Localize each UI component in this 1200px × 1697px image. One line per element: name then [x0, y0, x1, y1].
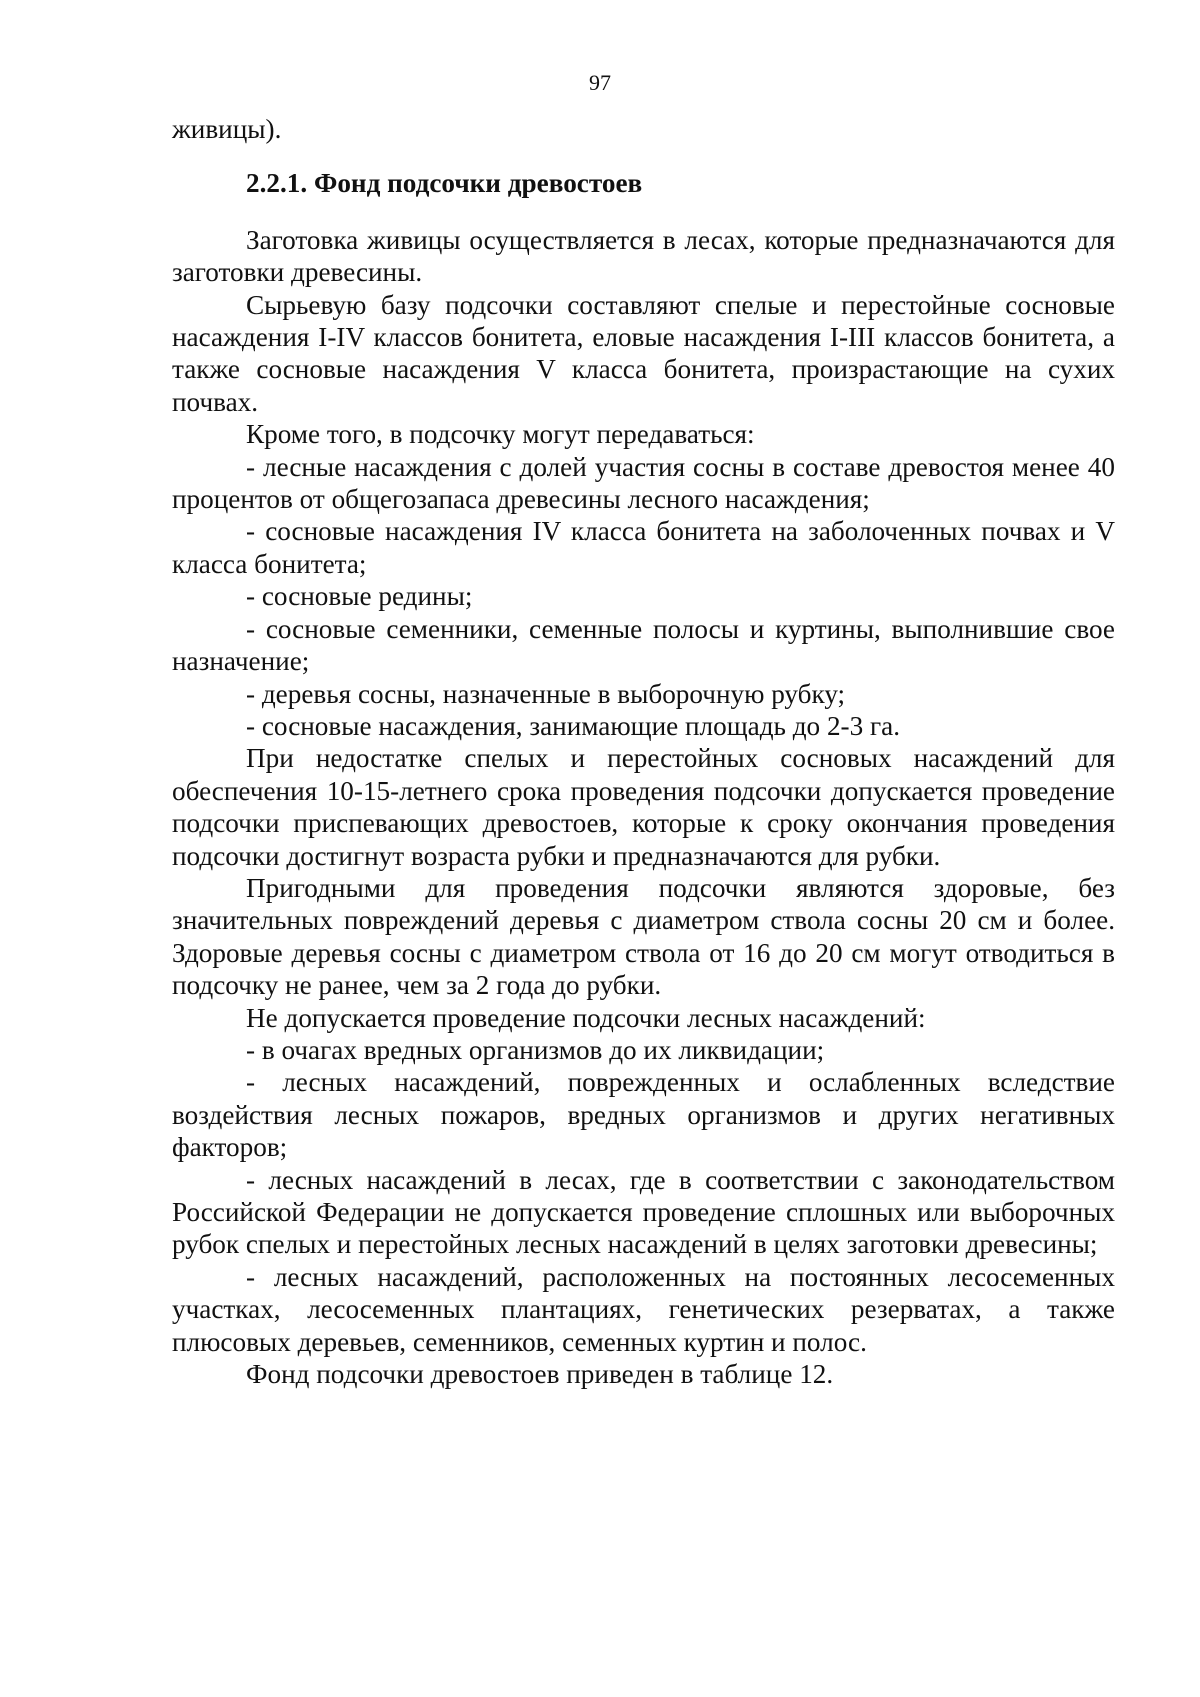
- page-number: 97: [589, 70, 611, 95]
- paragraph-5: Пригодными для проведения подсочки являются здоровые, без значительных повреждений деревья с диаметром ствола сосны 20 см и более. Здоровые деревья сосны с диаметром ствола от 16 до 20 см могут отводиться в подсочку не ранее, чем за 2 года до рубки.: [172, 872, 1115, 1001]
- page-content: [172, 113, 1115, 1390]
- paragraph-1: Заготовка живицы осуществляется в лесах, которые предназначаются для заготовки древесины.: [172, 224, 1115, 288]
- section-heading: 2.2.1. Фонд подсочки древостоев: [246, 168, 643, 199]
- list-item: - в очагах вредных организмов до их ликвидации;: [246, 1034, 825, 1065]
- list-item: - лесных насаждений в лесах, где в соответствии с законодательством Российской Федерации не допускается проведение сплошных или выборочных рубок спелых и перестойных лесных насаждений в целях заготовки древесины;: [172, 1164, 1115, 1260]
- carryover-text: живицы).: [172, 114, 282, 144]
- list-item: - лесных насаждений, поврежденных и ослабленных вследствие воздействия лесных пожаров, вредных организмов и других негативных факторов;: [172, 1067, 1115, 1163]
- paragraph-7: Фонд подсочки древостоев приведен в таблице 12.: [246, 1359, 834, 1390]
- list-item: - лесных насаждений, расположенных на постоянных лесосеменных участках, лесосеменных плантациях, генетических резерватах, а также плюсовых деревьев, семенников, семенных куртин и полос.: [172, 1261, 1115, 1357]
- paragraph-4: При недостатке спелых и перестойных сосновых насаждений для обеспечения 10-15-летнего срока проведения подсочки допускается проведение подсочки приспевающих древостоев, которые к сроку окончания проведения подсочки достигнут возраста рубки и предназначаются для рубки.: [172, 743, 1115, 871]
- list-item: - деревья сосны, назначенные в выборочную рубку;: [246, 678, 846, 709]
- list-item: - сосновые насаждения, занимающие площадь до 2-3 га.: [246, 710, 901, 741]
- list-item: - сосновые редины;: [246, 581, 473, 612]
- list-item: - сосновые семенники, семенные полосы и куртины, выполнившие свое назначение;: [172, 613, 1115, 677]
- paragraph-3: Кроме того, в подсочку могут передаваться:: [246, 419, 755, 450]
- paragraph-2: Сырьевую базу подсочки составляют спелые и перестойные сосновые насаждения I-IV классов бонитета, еловые насаждения I-III классов бонитета, а также сосновые насаждения V класса бонитета, произрастающие на сухих почвах.: [172, 289, 1115, 417]
- list-item: - лесные насаждения с долей участия сосны в составе древостоя менее 40 процентов от общегозапаса древесины лесного насаждения;: [172, 451, 1115, 515]
- paragraph-6: Не допускается проведение подсочки лесных насаждений:: [246, 1002, 926, 1033]
- list-item: - сосновые насаждения IV класса бонитета на заболоченных почвах и V класса бонитета;: [172, 516, 1115, 579]
